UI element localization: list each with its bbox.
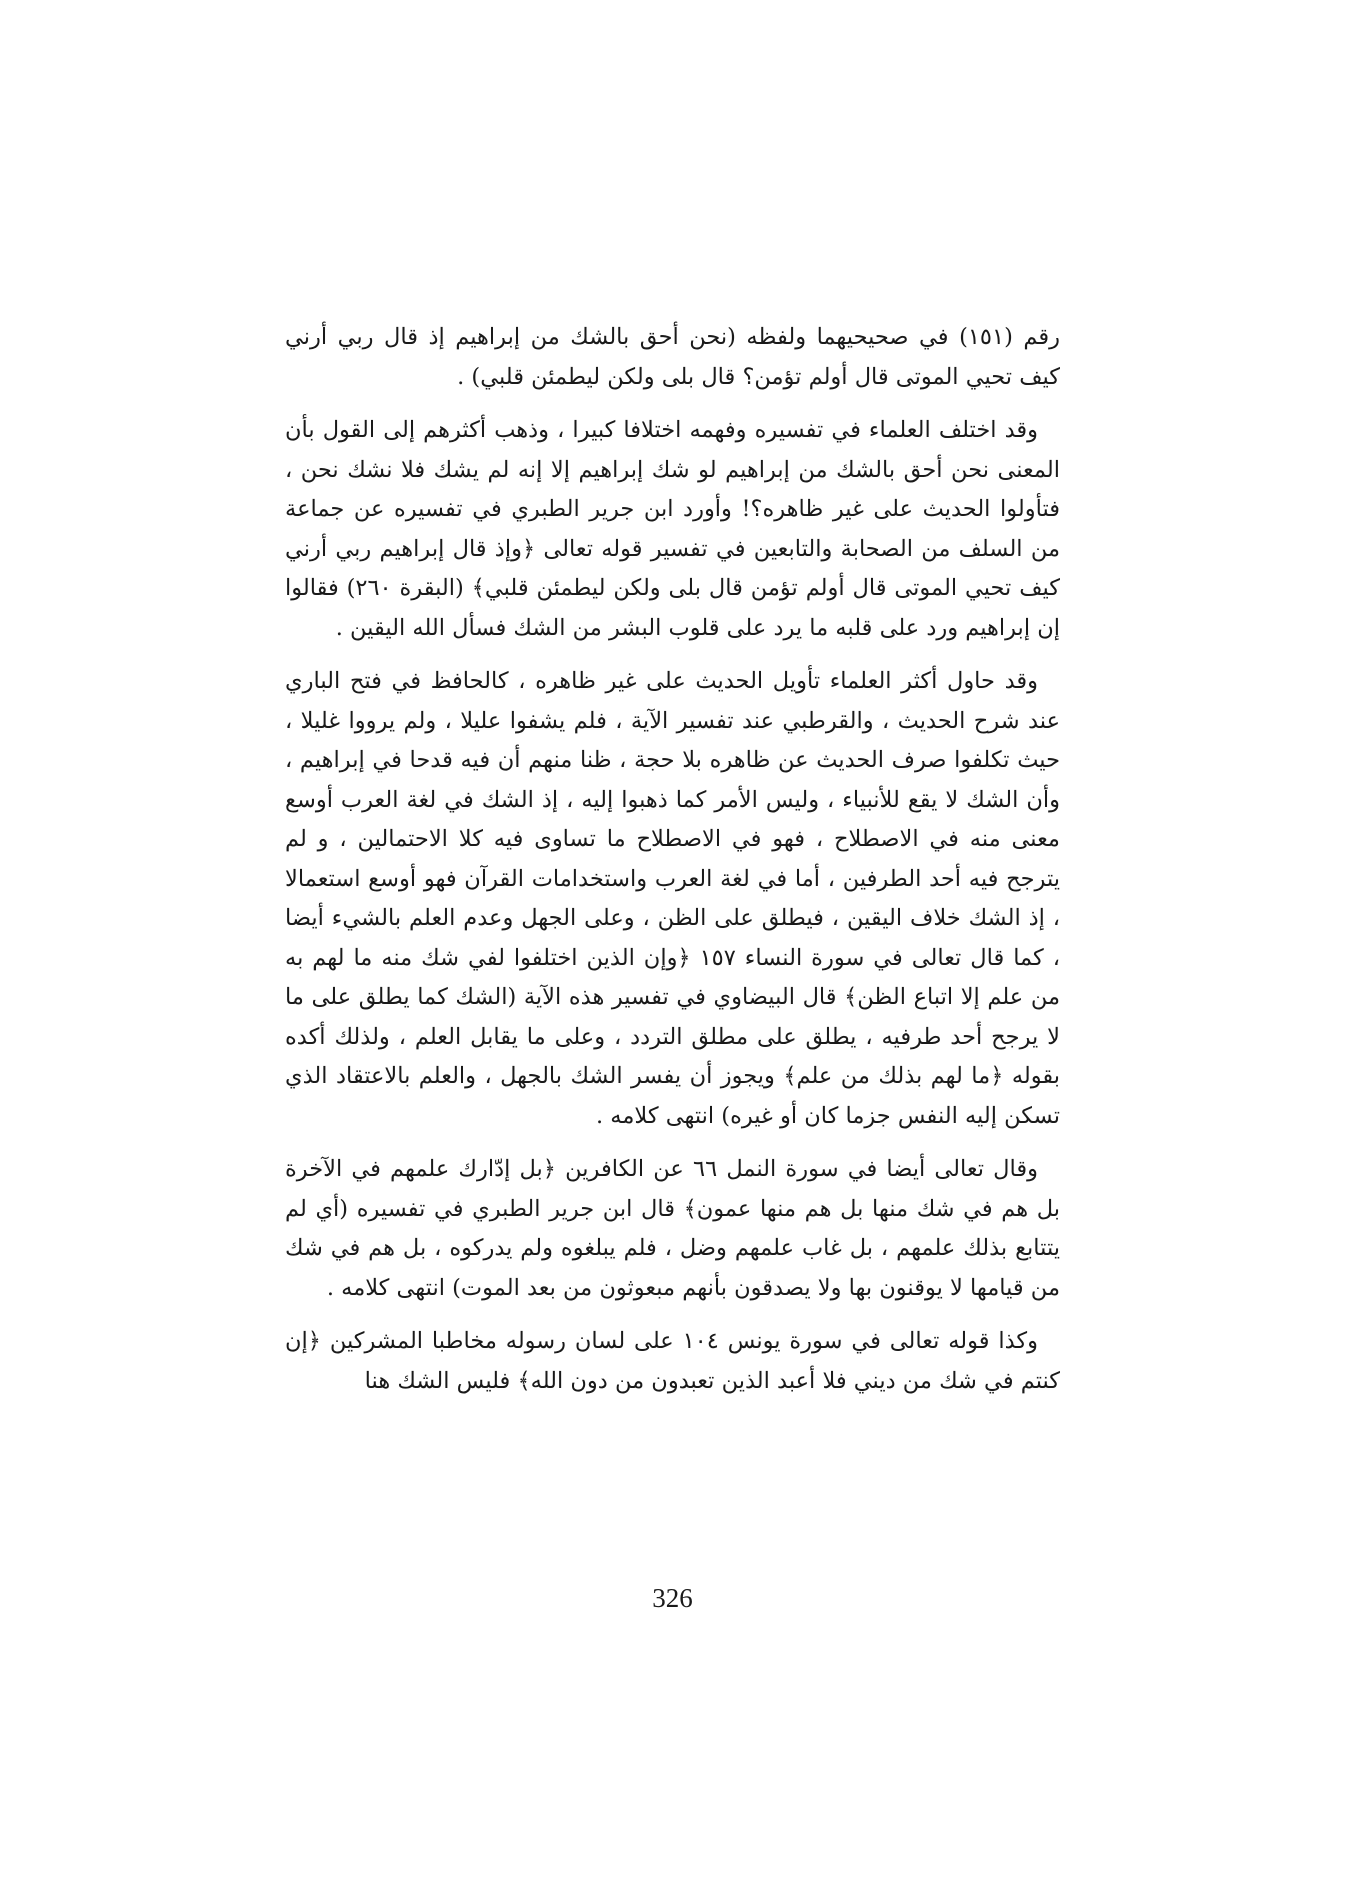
body-text xyxy=(285,318,1060,1415)
paragraph-1: رقم (١٥١) في صحيحيهما ولفظه (نحن أحق بالشك من إبراهيم إذ قال ربي أرني كيف تحيي الموتى قال أولم تؤمن؟ قال بلى ولكن ليطمئن قلبي) . xyxy=(285,324,1060,390)
paragraph-3: وقد حاول أكثر العلماء تأويل الحديث على غير ظاهره ، كالحافظ في فتح الباري عند شرح الحديث ، والقرطبي عند تفسير الآية ، فلم يشفوا عليلا ، ولم يرووا غليلا ، حيث تكلفوا صرف الحديث عن ظاهره بلا حجة ، ظنا منهم أن فيه قدحا في إبراهيم ، وأن الشك لا يقع للأنبياء ، وليس الأمر كما ذهبوا إليه ، إذ الشك في لغة العرب أوسع معنى منه في الاصطلاح ، فهو في الاصطلاح ما تساوى فيه كلا الاحتمالين ، و لم يترجح فيه أحد الطرفين ، أما في لغة العرب واستخدامات القرآن فهو أوسع استعمالا ، إذ الشك خلاف اليقين ، فيطلق على الظن ، وعلى الجهل وعدم العلم بالشيء أيضا ، كما قال تعالى في سورة النساء ١٥٧ ﴿وإن الذين اختلفوا لفي شك منه ما لهم به من علم إلا اتباع الظن﴾ قال البيضاوي في تفسير هذه الآية (الشك كما يطلق على ما لا يرجح أحد طرفيه ، يطلق على مطلق التردد ، وعلى ما يقابل العلم ، ولذلك أكده بقوله ﴿ما لهم بذلك من علم﴾ ويجوز أن يفسر الشك بالجهل ، والعلم بالاعتقاد الذي تسكن إليه النفس جزما كان أو غيره) انتهى كلامه . xyxy=(285,668,1060,1129)
page-number: 326 xyxy=(652,1583,693,1613)
paragraph-5: وكذا قوله تعالى في سورة يونس ١٠٤ على لسان رسوله مخاطبا المشركين ﴿إن كنتم في شك من ديني فلا أعبد الذين تعبدون من دون الله﴾ فليس الشك هنا xyxy=(285,1328,1060,1394)
paragraph-2: وقد اختلف العلماء في تفسيره وفهمه اختلافا كبيرا ، وذهب أكثرهم إلى القول بأن المعنى نحن أحق بالشك من إبراهيم لو شك إبراهيم إلا إنه لم يشك فلا نشك نحن ، فتأولوا الحديث على غير ظاهره؟! وأورد ابن جرير الطبري في تفسيره عن جماعة من السلف من الصحابة والتابعين في تفسير قوله تعالى ﴿وإذ قال إبراهيم ربي أرني كيف تحيي الموتى قال أولم تؤمن قال بلى ولكن ليطمئن قلبي﴾ (البقرة ٢٦٠) فقالوا إن إبراهيم ورد على قلبه ما يرد على قلوب البشر من الشك فسأل الله اليقين . xyxy=(285,417,1060,641)
paragraph-4: وقال تعالى أيضا في سورة النمل ٦٦ عن الكافرين ﴿بل إدّارك علمهم في الآخرة بل هم في شك منها بل هم منها عمون﴾ قال ابن جرير الطبري في تفسيره (أي لم يتتابع بذلك علمهم ، بل غاب علمهم وضل ، فلم يبلغوه ولم يدركوه ، بل هم في شك من قيامها لا يوقنون بها ولا يصدقون بأنهم مبعوثون من بعد الموت) انتهى كلامه . xyxy=(285,1156,1060,1301)
